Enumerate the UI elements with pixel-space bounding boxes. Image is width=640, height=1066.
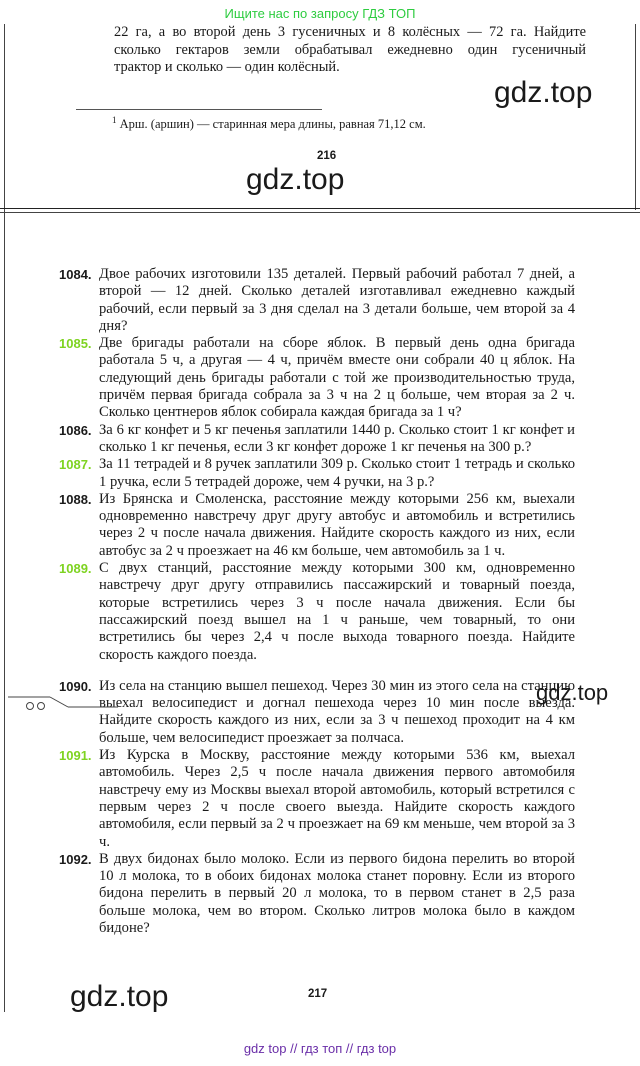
problem-text: Из села на станцию вышел пешеход. Через 30 мин из этого села на станцию выехал велосипедист и догнал пешехода через 10 мин после выезда. Найдите скорость каждого из них, если за 3 ч пешеход проходит на 4 км больше, чем велосипедист проезжает за полчаса. [99, 677, 575, 746]
page-separator [0, 208, 640, 209]
page-border-left-lower [4, 212, 5, 1012]
problem-text: Из Курска в Москву, расстояние между которыми 536 км, выехал автомобиль. Через 2,5 ч после начала движения первого автомобиля навстречу ему из Москвы выехал второй автомобиль, который встретился с первым через 2 ч после своего выезда. Найдите скорость каждого автомобиля, если первый за 2 ч проезжает на 69 км меньше, чем второй за 3 ч. [99, 747, 575, 850]
problem-text: За 6 кг конфет и 5 кг печенья заплатили 1440 р. Сколько стоит 1 кг конфет и сколько 1 кг печенья, если 3 кг конфет дороже 1 кг печенья на 300 р.? [99, 421, 575, 455]
decorative-circles-icon [8, 693, 118, 713]
page-border-right [635, 24, 636, 210]
problem-1084 [59, 266, 575, 335]
footnote-text: Арш. (аршин) — старинная мера длины, равная 71,12 см. [119, 117, 426, 132]
problem-number: 1088. [59, 491, 92, 507]
previous-page-text [114, 24, 586, 77]
watermark: gdz.top [536, 680, 609, 705]
footnote-divider [76, 109, 322, 110]
footnote-mark: 1 [112, 115, 117, 125]
problem-text: В двух бидонах было молоко. Если из первого бидона перелить во второй 10 л молока, то в обоих бидонах молока станет поровну. Если из второго бидона перелить в первый 20 л молока, то в первом станет в 2,5 раза больше молока, чем во втором. Сколько литров молока было в каждом бидоне? [99, 850, 575, 936]
text-line: трактор и сколько — один колёсный. [114, 59, 340, 75]
watermark: gdz.top [70, 980, 169, 1013]
problem-number: 1092. [59, 851, 92, 867]
problem-number: 1086. [59, 422, 92, 438]
problem-1087 [59, 456, 575, 491]
search-banner: Ищите нас по запросу ГДЗ ТОП [224, 6, 416, 21]
page-number-216: 216 [317, 150, 337, 162]
text-line: 22 га, а во второй день 3 гусеничных и 8 колёсных — 72 га. Найдите [114, 24, 586, 40]
watermark: gdz.top [246, 163, 345, 196]
spacer [59, 664, 575, 678]
page-number-217: 217 [308, 988, 328, 1000]
problem-number: 1091. [59, 748, 92, 764]
problem-number: 1085. [59, 336, 92, 352]
problem-1089 [59, 560, 575, 664]
footnote [112, 115, 426, 132]
problem-text: За 11 тетрадей и 8 ручек заплатили 309 р. Сколько стоит 1 тетрадь и сколько 1 ручка, если 5 тетрадей дороже, чем 4 ручки, на 3 р.? [99, 456, 575, 490]
problem-text: Двое рабочих изготовили 135 деталей. Первый рабочий работал 7 дней, а второй — 12 дней. Сколько деталей изготавливал ежедневно каждый рабочий, если первый за 3 дня сделал на 3 детали больше, чем второй за 4 дня? [99, 266, 575, 334]
problem-1086 [59, 422, 575, 457]
bottom-watermark-bar: gdz top // гдз топ // гдз top [243, 1041, 397, 1056]
problem-number: 1087. [59, 457, 92, 473]
problem-text: Две бригады работали на сборе яблок. В первый день одна бригада работала 5 ч, а другая — 4 ч, причём вместе они собрали 40 ц яблок. На следующий день бригады работали с той же производительностью труда, причём первая бригада собрала за 3 ч на 2 ц больше, чем вторая за 2 ч. Сколько центнеров яблок собирала каждая бригада за 1 ч? [99, 335, 575, 421]
problem-1092 [59, 851, 575, 937]
problem-1091 [59, 747, 575, 851]
page-border-left [4, 24, 5, 212]
problem-text: С двух станций, расстояние между которыми 300 км, одновременно навстречу друг другу отправились пассажирский и товарный поезда, которые встретились через 3 ч после начала движения. Если бы пассажирский поезд вышел на 1 ч раньше, чем товарный, то они встретились бы через 2,4 ч после выхода товарного поезда. Найдите скорость каждого поезда. [99, 560, 575, 663]
problem-number: 1089. [59, 561, 92, 577]
problem-1085 [59, 335, 575, 421]
problem-1090 [59, 678, 575, 747]
watermark: gdz.top [494, 76, 593, 109]
text-line: сколько гектаров земли обрабатывал ежедневно один гусеничный [114, 41, 586, 58]
problem-list [59, 266, 575, 937]
page-separator-inner [0, 212, 640, 213]
problem-1088 [59, 491, 575, 560]
problem-number: 1084. [59, 267, 92, 282]
problem-text: Из Брянска и Смоленска, расстояние между которыми 256 км, выехали одновременно навстречу друг другу автобус и автомобиль и встретились через 2 ч после начала движения. Найдите скорость каждого из них, если автобус за 2 ч проезжает на 46 км больше, чем автомобиль за 1 ч. [99, 490, 575, 559]
problem-number: 1090. [59, 678, 92, 694]
